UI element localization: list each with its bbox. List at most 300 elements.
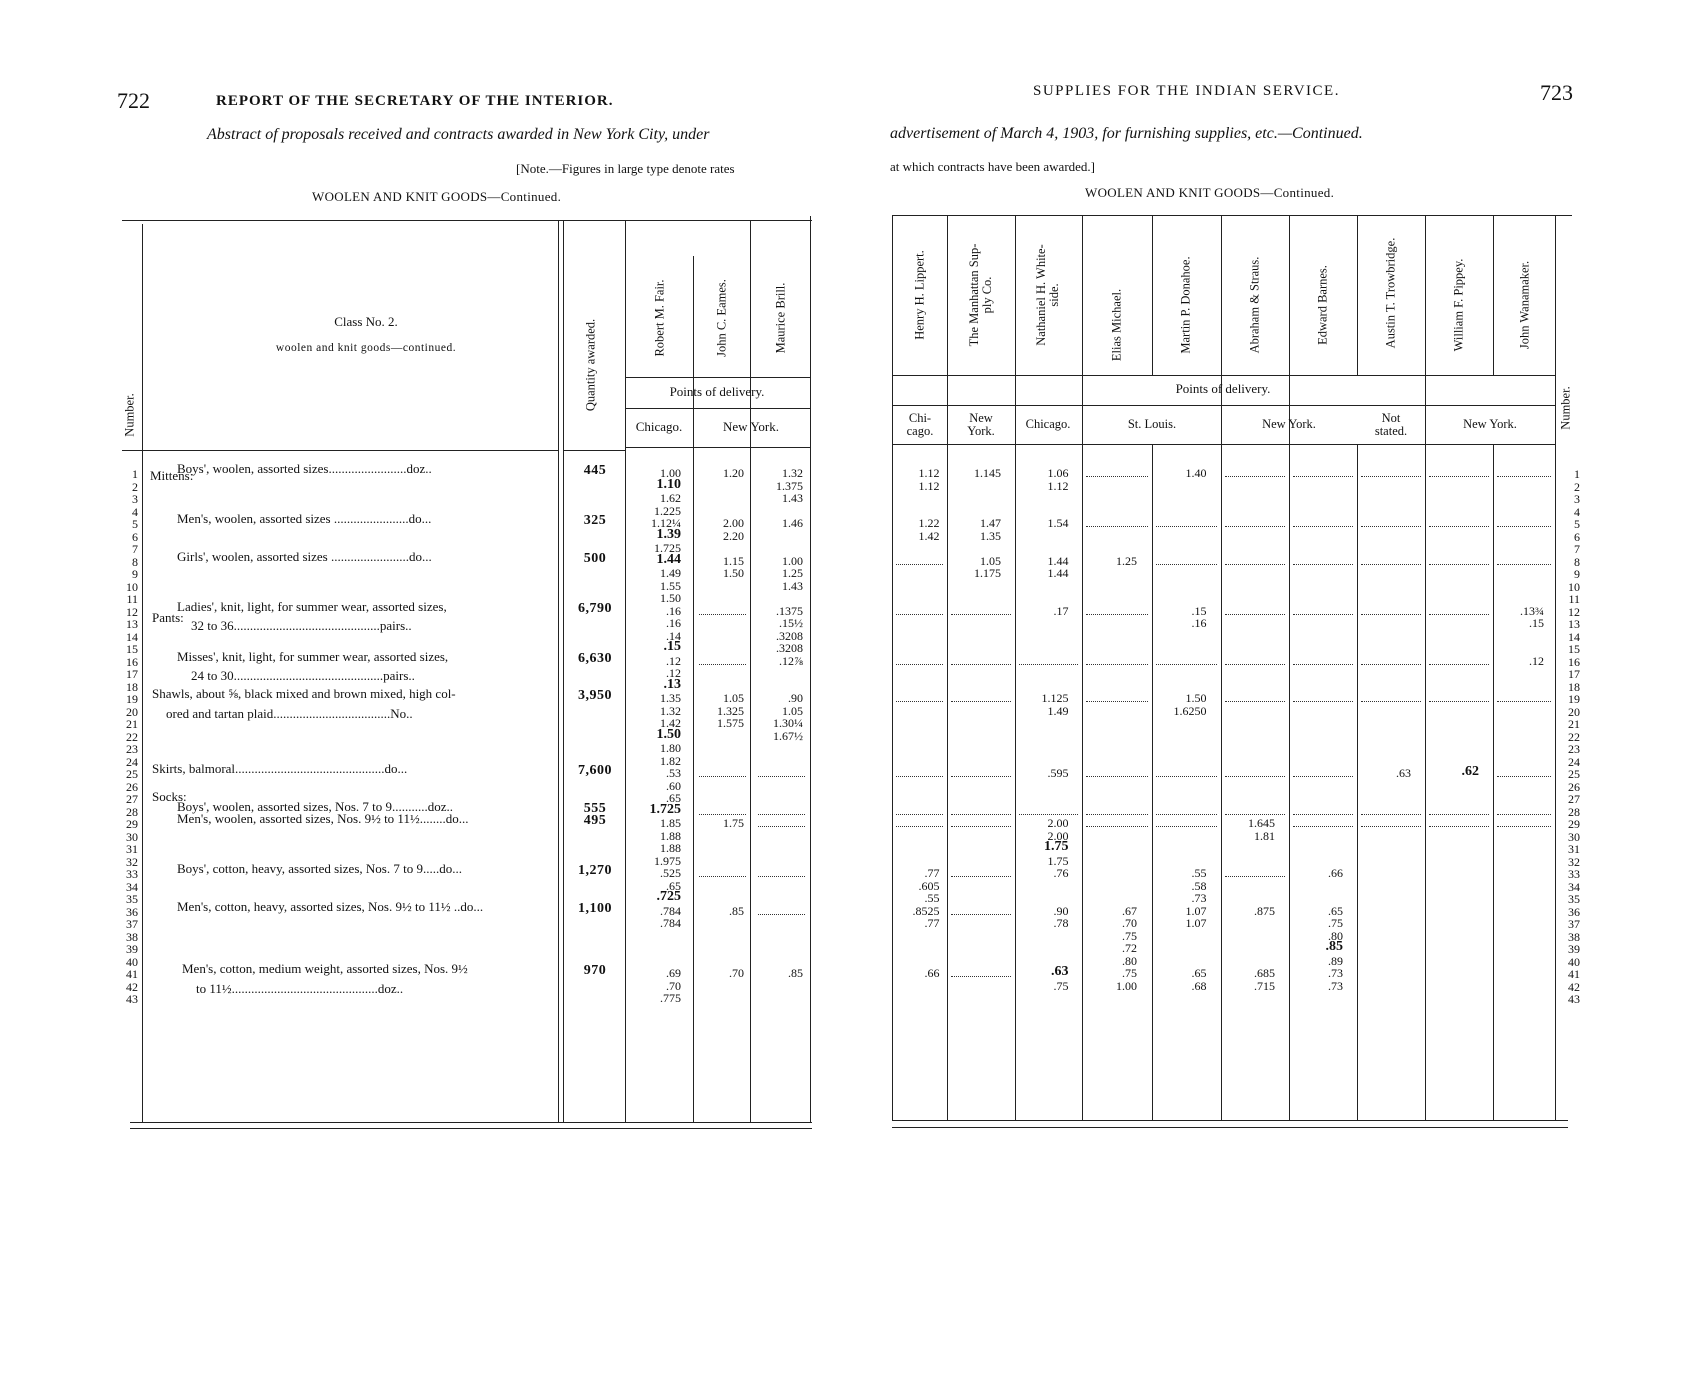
bid-value: 1.05	[782, 703, 803, 718]
note: [Note.—Figures in large type denote rates	[516, 161, 735, 176]
dotted-leader	[699, 814, 746, 815]
bid-value: .1375	[776, 603, 803, 618]
row-number: 28	[126, 804, 138, 819]
dotted-leader	[1293, 776, 1353, 777]
dotted-leader	[896, 701, 943, 702]
class-subtitle: woolen and knit goods—continued.	[275, 342, 457, 354]
item-description: Men's, cotton, heavy, assorted sizes, Nos. 9½ to 11½ ..do...	[177, 898, 484, 914]
bid-value: 1.43	[782, 578, 803, 593]
bid-value: 1.00	[1116, 978, 1137, 993]
item-description: Boys', woolen, assorted sizes, Nos. 7 to 9...........doz..	[177, 798, 454, 814]
point-of-delivery: New York.	[723, 419, 779, 434]
dotted-leader	[1225, 476, 1285, 477]
bid-value: .605	[918, 878, 940, 893]
bidder-name: Martin P. Donahoe.	[1178, 256, 1193, 354]
bid-value: 1.12	[1047, 478, 1069, 493]
row-number: 13	[126, 617, 138, 631]
row-number: 2	[1574, 479, 1580, 494]
page-number: 723	[1540, 80, 1573, 105]
quantity-awarded: 495	[583, 813, 607, 828]
row-number: 22	[1568, 729, 1580, 744]
row-number: 16	[126, 654, 138, 669]
bid-value: 1.10	[656, 476, 681, 492]
bid-value: 1.20	[723, 466, 744, 480]
points-header: Points of delivery.	[669, 384, 765, 399]
row-number: 32	[126, 854, 138, 869]
quantity-awarded: 1,270	[578, 863, 612, 878]
bid-value: 1.44	[1047, 566, 1069, 580]
point-of-delivery: New York.	[1463, 417, 1517, 431]
bid-value: .70	[666, 978, 681, 993]
dotted-leader	[1293, 826, 1353, 827]
bid-value: .875	[1254, 903, 1275, 918]
dotted-leader	[951, 914, 1011, 915]
row-number: 3	[1574, 492, 1580, 506]
dotted-leader	[1429, 826, 1489, 827]
dotted-leader	[1086, 614, 1148, 615]
bid-value: 1.80	[660, 741, 681, 755]
row-number: 18	[126, 679, 138, 694]
bid-value: 2.00	[723, 516, 744, 530]
row-number: 39	[1568, 942, 1580, 956]
dotted-leader	[1156, 526, 1217, 527]
dotted-leader	[1361, 664, 1421, 665]
row-number: 41	[126, 967, 138, 981]
bidder-name: John Wanamaker.	[1517, 260, 1532, 350]
bid-value: .685	[1254, 966, 1275, 980]
bid-value: 1.81	[1254, 828, 1275, 843]
bid-value: 1.44	[1047, 553, 1069, 568]
dotted-leader	[1293, 664, 1353, 665]
row-number: 15	[1568, 642, 1580, 656]
bid-value: 1.67½	[773, 728, 803, 743]
point-of-delivery: Not stated.	[1374, 411, 1408, 439]
dotted-leader	[1156, 664, 1217, 665]
bid-value: 1.05	[980, 553, 1001, 568]
bidder-name: The Manhattan Sup- ply Co.	[966, 243, 994, 347]
row-number: 34	[1568, 879, 1580, 894]
item-description: Men's, cotton, medium weight, assorted sizes, Nos. 9½	[182, 961, 468, 976]
bid-value: 1.12¼	[651, 516, 681, 530]
item-description: Men's, woolen, assorted sizes .......................do...	[177, 511, 432, 526]
dotted-leader	[1225, 614, 1285, 615]
row-number: 37	[126, 917, 138, 931]
bidder-name: Austin T. Trowbridge.	[1383, 237, 1398, 349]
dotted-leader	[1293, 814, 1353, 815]
bid-value: 1.50	[660, 591, 681, 605]
bid-value: 1.43	[782, 491, 803, 505]
bid-value: .75	[1122, 966, 1137, 980]
bid-value: .75	[1328, 916, 1343, 930]
bid-value: .12⅞	[779, 653, 803, 668]
bid-value: 1.88	[660, 841, 681, 855]
row-number: 35	[1568, 892, 1580, 906]
bid-value: .55	[1191, 866, 1207, 880]
bid-value: 1.75	[1047, 853, 1069, 868]
dotted-leader	[1293, 614, 1353, 615]
bid-value: 1.05	[723, 691, 744, 705]
row-number: 36	[1568, 904, 1580, 919]
quantity-awarded: 325	[583, 513, 607, 528]
bid-value: 1.22	[918, 516, 940, 530]
bid-value: .63	[1396, 766, 1411, 780]
dotted-leader	[951, 776, 1011, 777]
bid-value: .65	[666, 791, 681, 805]
dotted-leader	[1225, 814, 1285, 815]
item-description: Boys', cotton, heavy, assorted sizes, Nos. 7 to 9.....do...	[177, 861, 462, 876]
bid-value: .68	[1191, 978, 1207, 993]
bid-value: .89	[1328, 953, 1343, 968]
row-number: 10	[1568, 579, 1580, 594]
bid-value: 1.50	[723, 566, 744, 580]
bid-value: .73	[1328, 978, 1343, 993]
section-title: WOOLEN AND KNIT GOODS—Continued.	[312, 189, 562, 204]
bid-value: 1.50	[1185, 691, 1207, 705]
row-number: 37	[1568, 917, 1580, 931]
subtitle: advertisement of March 4, 1903, for furnishing supplies, etc.—Continued.	[890, 125, 1363, 142]
dotted-leader	[1497, 814, 1551, 815]
row-number: 43	[1568, 992, 1580, 1006]
dotted-leader	[1361, 826, 1421, 827]
quantity-header: Quantity awarded.	[583, 318, 598, 412]
bid-value: .62	[1461, 764, 1479, 779]
point-of-delivery: New York.	[1262, 417, 1316, 431]
dotted-leader	[758, 814, 805, 815]
bid-value: 1.225	[654, 503, 681, 518]
dotted-leader	[1429, 526, 1489, 527]
row-number: 35	[126, 892, 138, 906]
class-title: Class No. 2.	[334, 314, 398, 329]
bid-value: .73	[1328, 966, 1343, 980]
row-number: 5	[132, 517, 138, 531]
bid-value: .16	[1191, 616, 1207, 630]
bid-value: 1.375	[776, 478, 803, 493]
bid-value: 1.42	[660, 716, 681, 730]
row-number: 7	[132, 542, 138, 556]
row-number: 16	[1568, 654, 1580, 669]
dotted-leader	[1497, 526, 1551, 527]
quantity-awarded: 3,950	[578, 688, 612, 703]
bid-value: 1.725	[654, 541, 681, 555]
row-number: 43	[126, 992, 138, 1006]
bid-value: 1.645	[1248, 816, 1275, 830]
row-number: 18	[1568, 679, 1580, 694]
bid-value: .63	[1051, 964, 1069, 979]
row-number: 19	[126, 692, 138, 706]
dotted-leader	[1497, 564, 1551, 565]
bid-value: .3208	[776, 628, 803, 643]
dotted-leader	[951, 814, 1011, 815]
row-number: 30	[126, 829, 138, 844]
bid-value: .75	[1053, 978, 1069, 993]
bid-value: .72	[1122, 941, 1137, 955]
row-number: 40	[1568, 954, 1580, 969]
dotted-leader	[1429, 614, 1489, 615]
bid-value: 1.145	[974, 466, 1001, 480]
bid-value: 1.25	[782, 566, 803, 580]
bid-value: 1.40	[1185, 466, 1207, 480]
bid-value: 2.20	[723, 528, 744, 543]
bidder-name: Elias Michael.	[1109, 288, 1124, 362]
bidder-name: Maurice Brill.	[773, 282, 788, 354]
bid-value: .90	[788, 691, 803, 705]
bidder-name: Henry H. Lippert.	[912, 250, 927, 340]
bidder-name: Edward Barnes.	[1315, 265, 1330, 345]
dotted-leader	[1225, 776, 1285, 777]
bid-value: .85	[1325, 939, 1343, 954]
row-number: 19	[1568, 692, 1580, 706]
section-title: WOOLEN AND KNIT GOODS—Continued.	[1085, 185, 1335, 200]
row-number: 27	[1568, 792, 1580, 806]
row-number: 26	[1568, 779, 1580, 794]
dotted-leader	[1225, 876, 1285, 877]
dotted-leader	[1429, 701, 1489, 702]
point-of-delivery: Chicago.	[635, 419, 683, 434]
dotted-leader	[1225, 664, 1285, 665]
dotted-leader	[1293, 526, 1353, 527]
row-number: 17	[1568, 667, 1580, 681]
bid-value: .12	[1529, 653, 1544, 668]
bid-value: .784	[660, 916, 681, 930]
bid-value: .12	[666, 653, 681, 668]
row-number: 25	[1568, 767, 1580, 781]
bid-value: .15½	[779, 616, 803, 630]
row-number: 13	[1568, 617, 1580, 631]
dotted-leader	[1361, 526, 1421, 527]
row-number: 38	[126, 929, 138, 944]
row-number: 11	[1568, 592, 1580, 606]
row-number: 27	[126, 792, 138, 806]
bid-value: 1.46	[782, 516, 803, 530]
bid-value: 1.00	[782, 553, 803, 568]
bid-value: .595	[1047, 766, 1069, 780]
dotted-leader	[1156, 776, 1217, 777]
bid-value: 1.12	[918, 466, 940, 480]
bid-value: .14	[666, 628, 681, 643]
dotted-leader	[699, 614, 746, 615]
dotted-leader	[896, 564, 943, 565]
bid-value: 1.325	[717, 703, 744, 718]
row-number: 22	[126, 729, 138, 744]
row-number: 6	[132, 529, 138, 544]
row-number: 41	[1568, 967, 1580, 981]
row-number: 8	[132, 554, 138, 569]
dotted-leader	[896, 814, 943, 815]
bidder-name: William F. Pippey.	[1451, 258, 1466, 352]
bid-value: 1.49	[660, 566, 681, 580]
row-number: 5	[1574, 517, 1580, 531]
quantity-awarded: 500	[583, 550, 607, 566]
row-number: 31	[1568, 842, 1580, 856]
bid-value: 1.39	[656, 526, 681, 542]
dotted-leader	[1429, 564, 1489, 565]
bid-value: .775	[660, 991, 681, 1005]
subtitle: Abstract of proposals received and contracts awarded in New York City, under	[207, 126, 710, 143]
row-number: 14	[126, 629, 138, 644]
dotted-leader	[1497, 476, 1551, 477]
dotted-leader	[699, 776, 746, 777]
dotted-leader	[896, 826, 943, 827]
bid-value: .15	[1529, 616, 1544, 630]
row-number: 29	[1568, 817, 1580, 831]
row-number: 8	[1574, 554, 1580, 569]
row-number: 12	[126, 604, 138, 619]
bid-value: 1.82	[660, 753, 681, 768]
page-number: 722	[117, 88, 150, 113]
dotted-leader	[951, 976, 1011, 977]
bid-value: .60	[666, 778, 681, 793]
row-number: 2	[132, 479, 138, 494]
bidder-name: Abraham & Straus.	[1247, 256, 1262, 354]
bid-value: .77	[924, 866, 940, 880]
item-description: Ladies', knit, light, for summer wear, assorted sizes,	[177, 598, 447, 614]
bid-value: 1.175	[974, 566, 1001, 580]
dotted-leader	[699, 664, 746, 665]
dotted-leader	[1156, 564, 1217, 565]
dotted-leader	[1086, 664, 1148, 665]
quantity-awarded: 6,790	[578, 600, 612, 616]
row-number: 4	[132, 504, 138, 519]
dotted-leader	[1086, 814, 1148, 815]
dotted-leader	[758, 876, 805, 877]
dotted-leader	[1429, 664, 1489, 665]
row-number: 3	[132, 492, 138, 506]
bid-value: 1.07	[1185, 916, 1207, 930]
item-description: to 11½.............................................doz..	[196, 980, 404, 996]
row-number: 21	[126, 717, 138, 731]
row-number: 15	[126, 642, 138, 656]
dotted-leader	[1361, 614, 1421, 615]
bid-value: .715	[1254, 978, 1275, 993]
item-description: Girls', woolen, assorted sizes ........................do...	[177, 548, 432, 564]
dotted-leader	[951, 826, 1011, 827]
bid-value: 1.35	[980, 528, 1001, 543]
quantity-awarded: 6,630	[578, 650, 612, 666]
point-of-delivery: Chicago.	[1025, 417, 1071, 431]
dotted-leader	[1293, 564, 1353, 565]
bid-value: 1.975	[654, 853, 681, 868]
dotted-leader	[1156, 826, 1217, 827]
bid-value: .55	[924, 891, 940, 905]
dotted-leader	[699, 876, 746, 877]
quantity-awarded: 445	[583, 463, 607, 478]
number-header: Number.	[1558, 386, 1573, 430]
quantity-awarded: 1,100	[578, 900, 612, 916]
bid-value: .17	[1053, 603, 1069, 618]
point-of-delivery: Chi- cago.	[906, 411, 934, 439]
bid-value: 1.32	[782, 466, 803, 480]
bid-value: 1.07	[1185, 903, 1207, 918]
row-number: 29	[126, 817, 138, 831]
bid-value: .12	[666, 666, 681, 680]
bid-value: .13	[663, 676, 681, 692]
dotted-leader	[1497, 826, 1551, 827]
points-header: Points of delivery.	[1175, 381, 1271, 396]
bid-value: .73	[1191, 891, 1207, 905]
bid-value: 1.54	[1047, 516, 1069, 530]
bid-value: 1.15	[723, 553, 744, 568]
dotted-leader	[1497, 776, 1551, 777]
bid-value: .70	[729, 966, 744, 980]
item-description: 32 to 36.............................................pairs..	[191, 618, 412, 633]
bid-value: .16	[666, 616, 681, 630]
bid-value: 1.88	[660, 828, 681, 843]
bid-value: 1.55	[660, 578, 681, 593]
row-number: 1	[132, 467, 138, 481]
bid-value: .525	[660, 866, 681, 880]
bid-value: .65	[1191, 966, 1207, 980]
bid-value: .67	[1122, 903, 1137, 918]
bid-value: 1.47	[980, 516, 1001, 530]
row-number: 7	[1574, 542, 1580, 556]
dotted-leader	[951, 876, 1011, 877]
bid-value: .85	[729, 903, 744, 918]
running-head: REPORT OF THE SECRETARY OF THE INTERIOR.	[216, 93, 614, 109]
bid-value: 2.00	[1047, 816, 1069, 830]
dotted-leader	[1497, 701, 1551, 702]
dotted-leader	[758, 914, 805, 915]
dotted-leader	[1156, 814, 1217, 815]
bid-value: 1.49	[1047, 703, 1069, 718]
bid-value: .70	[1122, 916, 1137, 930]
dotted-leader	[1086, 701, 1148, 702]
bid-value: 1.575	[717, 716, 744, 730]
bid-value: .90	[1053, 903, 1069, 918]
item-description: Men's, woolen, assorted sizes, Nos. 9½ to 11½........do...	[177, 811, 469, 826]
row-number: 14	[1568, 629, 1580, 644]
row-number: 10	[126, 579, 138, 594]
row-number: 24	[1568, 754, 1580, 769]
dotted-leader	[896, 614, 943, 615]
running-head: SUPPLIES FOR THE INDIAN SERVICE.	[1033, 83, 1340, 99]
bid-value: 1.25	[1116, 553, 1137, 568]
row-number: 42	[126, 979, 138, 994]
bid-value: .78	[1053, 916, 1069, 930]
dotted-leader	[896, 664, 943, 665]
dotted-leader	[1361, 564, 1421, 565]
dotted-leader	[951, 664, 1011, 665]
item-description: Mittens:	[150, 468, 194, 483]
bid-value: .66	[1328, 866, 1343, 880]
point-of-delivery: St. Louis.	[1127, 417, 1177, 431]
dotted-leader	[1293, 476, 1353, 477]
point-of-delivery: New York.	[967, 411, 995, 439]
dotted-leader	[951, 701, 1011, 702]
bid-value: .80	[1122, 953, 1137, 968]
bid-value: 1.44	[656, 551, 681, 567]
row-number: 6	[1574, 529, 1580, 544]
quantity-awarded: 7,600	[578, 763, 612, 778]
dotted-leader	[1361, 701, 1421, 702]
row-number: 38	[1568, 929, 1580, 944]
bid-value: 1.12	[918, 478, 940, 493]
item-description: ored and tartan plaid....................................No..	[166, 705, 413, 721]
row-number: 39	[126, 942, 138, 956]
bid-value: .15	[1191, 603, 1207, 618]
row-number: 36	[126, 904, 138, 919]
item-description: 24 to 30..............................................pairs..	[191, 668, 415, 683]
bid-value: 1.35	[660, 691, 681, 705]
row-number: 23	[126, 742, 138, 756]
bid-value: .725	[656, 889, 681, 904]
bid-value: 1.62	[660, 491, 681, 505]
dotted-leader	[1086, 476, 1148, 477]
row-number: 11	[126, 592, 138, 606]
row-number: 1	[1574, 467, 1580, 481]
dotted-leader	[1019, 664, 1078, 665]
row-number: 28	[1568, 804, 1580, 819]
bid-value: .85	[788, 966, 803, 980]
